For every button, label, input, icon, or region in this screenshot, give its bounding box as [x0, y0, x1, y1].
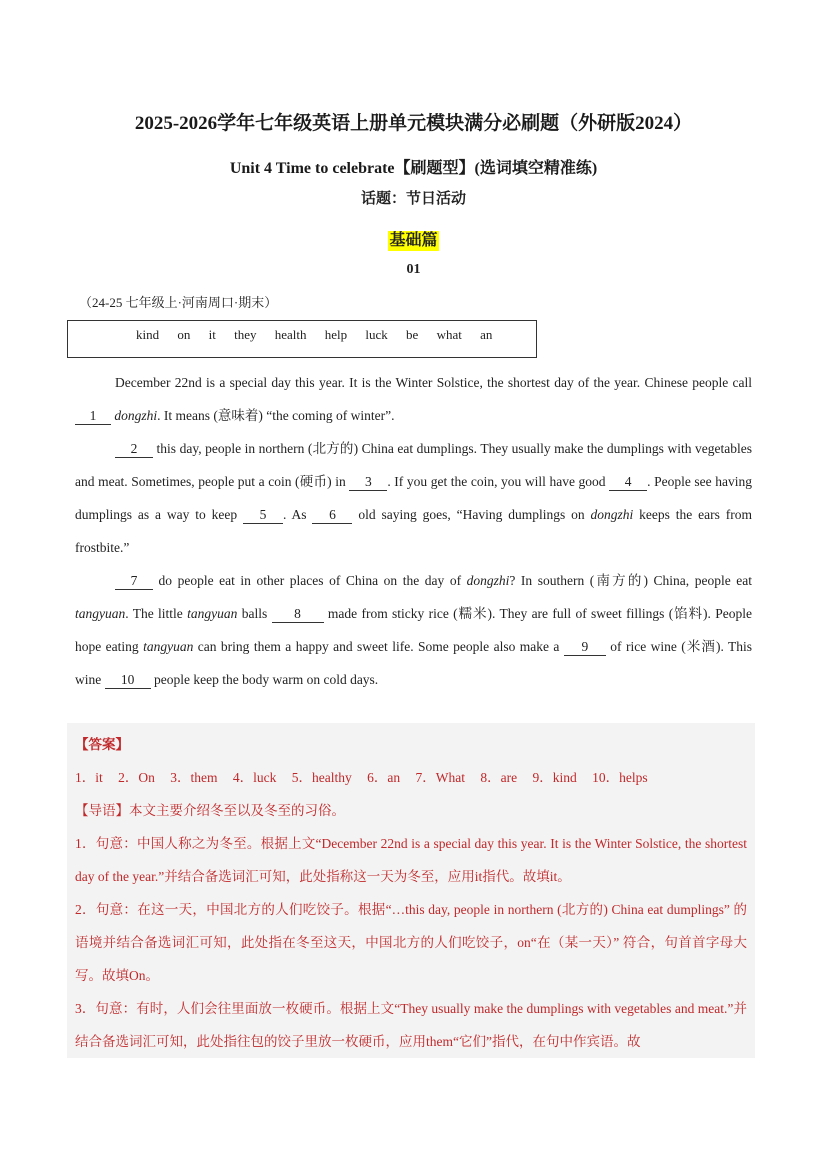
blank-1[interactable]: 1 [75, 408, 111, 425]
italic-term: tangyuan [187, 606, 238, 621]
explanation-2: 2．句意：在这一天，中国北方的人们吃饺子。根据“…this day, people in northern (北方的) China eat dumplings” 的语境并结合备选词汇可知，此处指在冬至这天，中国北方的人们吃饺子，on“在（某一天）” 符合，句首首字母大写。故填On。 [75, 902, 747, 983]
answer-key: 2．On [118, 770, 155, 785]
passage-text: do people eat in other places of China on the day of [153, 573, 467, 588]
passage-text: keeps the ears from frostbite.” [75, 507, 752, 555]
unit-subtitle: Unit 4 Time to celebrate【刷题型】(选词填空精准练) [229, 160, 598, 177]
word-bank-item: help [324, 327, 348, 342]
blank-3[interactable]: 3 [349, 474, 387, 491]
blank-4[interactable]: 4 [609, 474, 647, 491]
exercise-number: 01 [406, 262, 421, 277]
answer-key: 4．luck [232, 770, 277, 785]
blank-5[interactable]: 5 [243, 507, 283, 524]
answer-key: 1．it [75, 770, 103, 785]
italic-term: dongzhi [466, 573, 510, 588]
passage-text: old saying goes, “Having dumplings on [352, 507, 591, 522]
answer-keys [75, 761, 747, 794]
blank-8[interactable]: 8 [272, 606, 324, 623]
passage-text: this day, people in northern (北方的) China eat dumplings. They usually make the dumplings with vegetables and meat. Sometimes, people put a coin (硬币) in [75, 441, 752, 489]
passage-text: . People see having dumplings as a way to keep [75, 474, 752, 522]
answer-key: 7．What [415, 770, 466, 785]
passage-paragraph-2 [75, 432, 752, 564]
answer-key: 5．healthy [291, 770, 352, 785]
explanation-3: 3．句意：有时，人们会往里面放一枚硬币。根据上文“They usually make the dumplings with vegetables and meat.”并结合备选词汇可知，此处指往包的饺子里放一枚硬币，应用them“它们”指代，在句中作宾语。故 [75, 1001, 747, 1049]
answer-key: 9．kind [532, 770, 577, 785]
blank-9[interactable]: 9 [564, 639, 606, 656]
word-bank-item: luck [365, 327, 388, 342]
passage-text: made from sticky rice (糯米). They are full of sweet fillings (馅料). People hope eating [75, 606, 753, 654]
blank-6[interactable]: 6 [312, 507, 352, 524]
italic-term: dongzhi [114, 408, 158, 423]
passage-text: balls [237, 606, 272, 621]
level-wrap [0, 231, 827, 251]
document-title: 2025-2026学年七年级英语上册单元模块满分必刷题（外研版2024） [134, 113, 693, 134]
word-bank-item: an [480, 327, 493, 342]
word-bank [136, 327, 505, 343]
word-bank-item: kind [136, 327, 160, 342]
cloze-passage [75, 366, 752, 696]
answer-key: 3．them [170, 770, 218, 785]
passage-paragraph-3 [75, 564, 752, 696]
word-bank-item: be [406, 327, 419, 342]
exercise-source: （24-25 七年级上·河南周口·期末） [79, 295, 278, 310]
answer-key: 6．an [367, 770, 401, 785]
answer-heading: 【答案】 [75, 737, 129, 752]
answer-key: 10．helps [592, 770, 648, 785]
word-bank-item: it [208, 327, 216, 342]
blank-2[interactable]: 2 [115, 441, 153, 458]
word-bank-item: they [234, 327, 257, 342]
blank-10[interactable]: 10 [105, 672, 151, 689]
answer-section [75, 728, 747, 1058]
word-bank-item: what [436, 327, 462, 342]
passage-text: people keep the body warm on cold days. [150, 672, 379, 687]
answer-guide: 【导语】本文主要介绍冬至以及冬至的习俗。 [75, 803, 345, 818]
passage-text: can bring them a happy and sweet life. Some people also make a [193, 639, 564, 654]
italic-term: tangyuan [75, 606, 126, 621]
level-badge: 基础篇 [389, 232, 438, 249]
passage-text: . If you get the coin, you will have good [387, 474, 610, 489]
topic-line: 话题：节日活动 [360, 191, 466, 207]
passage-text: . It means (意味着) “the coming of winter”. [157, 408, 395, 423]
word-bank-box [67, 320, 537, 358]
explanation-1: 1．句意：中国人称之为冬至。根据上文“December 22nd is a special day this year. It is the Winter Solstice, the shortest day of the year.”并结合备选词汇可知，此处指称这一天为冬至，应用it指代。故填it。 [75, 836, 747, 884]
italic-term: dongzhi [590, 507, 634, 522]
italic-term: tangyuan [143, 639, 194, 654]
passage-text: of rice wine (米酒). This wine [75, 639, 753, 687]
word-bank-item: on [177, 327, 191, 342]
passage-text: . As [283, 507, 313, 522]
passage-text: ? In southern (南方的) China, people eat [509, 573, 752, 588]
answer-key: 8．are [480, 770, 518, 785]
passage-paragraph-1 [75, 366, 752, 432]
passage-text: December 22nd is a special day this year. It is the Winter Solstice, the shortest day of the year. Chinese people call [115, 375, 752, 390]
word-bank-item: health [274, 327, 307, 342]
blank-7[interactable]: 7 [115, 573, 153, 590]
passage-text: . The little [125, 606, 188, 621]
